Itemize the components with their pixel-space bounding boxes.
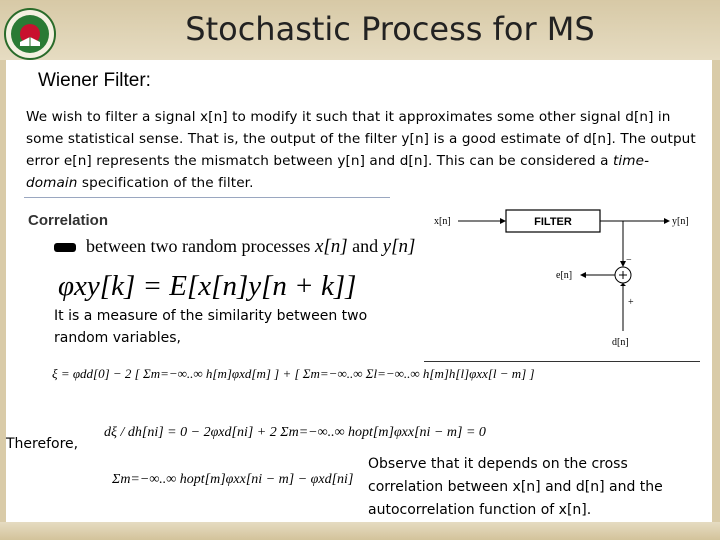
mse-equation: ξ = φdd[0] − 2 [ Σm=−∞..∞ h[m]φxd[m] ] + [ Σm=−∞..∞ Σl=−∞..∞ h[m]h[l]φxx[l − m] ] <box>52 366 535 381</box>
correlation-heading: Correlation <box>28 212 109 229</box>
diagram-divider <box>424 361 700 362</box>
measure-text: It is a measure of the similarity between two random variables, <box>54 308 368 346</box>
section-heading: Wiener Filter: <box>38 70 151 91</box>
divider <box>24 197 390 198</box>
filter-block-diagram <box>428 203 698 353</box>
intro-text-end: specification of the filter. <box>77 175 254 191</box>
correlation-equation: φxy[k] = E[x[n]y[n + k]] <box>58 270 357 302</box>
and-word: and <box>352 236 379 256</box>
var-x: x[n] <box>314 236 348 257</box>
bullet-icon <box>54 243 76 252</box>
filter-label: FILTER <box>534 216 572 228</box>
intro-emphasis: time-domain <box>26 153 650 191</box>
slide-title: Stochastic Process for MS <box>185 10 595 48</box>
diagram-input-label: x[n] <box>434 216 451 227</box>
error-label: e[n] <box>556 270 573 281</box>
correlation-bullet-text: between two random processes <box>86 236 311 256</box>
diagram-output-label: y[n] <box>672 216 689 227</box>
derivative-equation: dξ / dh[ni] = 0 − 2φxd[ni] + 2 Σm=−∞..∞ hopt[m]φxx[ni − m] = 0 <box>104 425 486 440</box>
desired-label: d[n] <box>612 337 629 348</box>
correlation-definition <box>86 236 415 258</box>
footer-band <box>0 522 720 540</box>
minus-sign: − <box>626 255 632 266</box>
plus-sign: + <box>628 297 634 308</box>
right-border <box>712 60 720 540</box>
observation-text: Observe that it depends on the cross correlation between x[n] and d[n] and the autocorrelation function of x[n]. <box>368 456 663 518</box>
intro-paragraph <box>26 106 696 194</box>
university-seal-icon <box>4 4 56 64</box>
intro-text: We wish to filter a signal x[n] to modify it such that it approximates some other signal d[n] in some statistical sense. That is, the output of the filter y[n] is a good estimate of d[n]. The output error e[n] represents the mismatch between y[n] and d[n]. This can be considered a <box>26 109 696 169</box>
var-y: y[n] <box>382 236 416 257</box>
normal-equation: Σm=−∞..∞ hopt[m]φxx[ni − m] − φxd[ni] <box>112 472 354 487</box>
therefore-label: Therefore, <box>6 436 79 452</box>
